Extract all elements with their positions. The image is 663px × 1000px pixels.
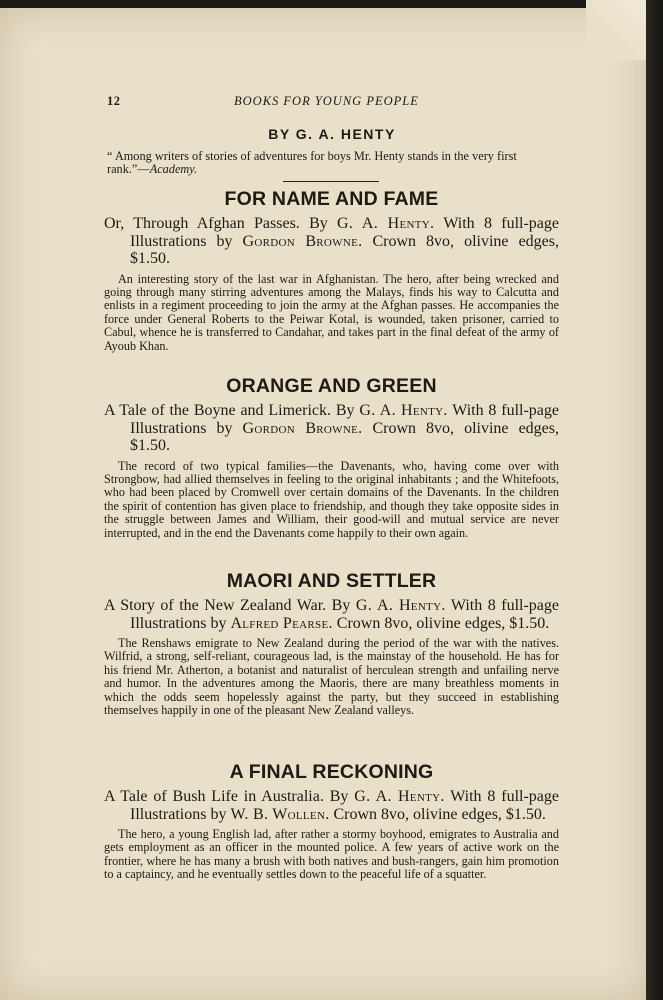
book-description: The Renshaws emigrate to New Zealand during the period of the war with the natives. Wilfrid, a strong, self-reliant, courageous lad, is the mainstay of the household. He has for his friend Mr. Atherton, a botanist and naturalist of herculean strength and unfailing nerve and humor. In the adventures among the Maoris, there are many breathless moments in which the odds seem hopelessly against the party, but they succeed in establishing themselves happily in one of the pleasant New Zealand valleys. <box>104 636 559 718</box>
author-name: G. A. Henty. <box>354 788 445 805</box>
subtitle-text: A Tale of Bush Life in Australia. By <box>104 788 355 805</box>
author-name: G. A. Henty. <box>355 597 446 614</box>
book-description: An interesting story of the last war in Afghanistan. The hero, after being wrecked and going through many stirring adventures among the Malays, finds his way to Calcutta and enlists in a regiment proceeding to join the army at the Afghan passes. He accompanies the force under General Roberts to the Peiwar Kotal, is wounded, taken prisoner, carried to Cabul, whence he is transferred to Candahar, and takes part in the final defeat of the army of Ayoub Khan. <box>104 271 559 353</box>
book-title: A FINAL RECKONING <box>229 761 434 783</box>
page-edge <box>646 0 663 1000</box>
book-subtitle <box>104 597 559 632</box>
quote-text: “ Among writers of stories of adventures for boys Mr. Henty stands in the very first rank.”— <box>107 149 517 176</box>
subtitle-text: With 8 full-page Illustrations by <box>130 215 559 250</box>
illustrator-name: Gordon Browne. <box>242 232 363 250</box>
author-name: G. A. Henty. <box>337 215 435 232</box>
subtitle-text: Crown 8vo, olivine edges, $1.50. <box>329 805 546 823</box>
page-corner <box>586 0 646 60</box>
running-title: BOOKS FOR YOUNG PEOPLE <box>234 94 419 108</box>
divider-rule <box>283 181 379 182</box>
book-entry <box>104 761 559 882</box>
illustrator-name: Gordon Browne. <box>242 419 363 437</box>
book-subtitle <box>104 788 559 823</box>
book-entry <box>104 570 559 717</box>
book-description: The record of two typical families—the Davenants, who, having come over with Strongbow, had allied themselves in feeling to the original inhabitants ; and the Whitefoots, who had been placed by Cromwell over certain domains of the Davenants. In the children the spirit of contention has given place to friendship, and though they take opposite sides in the struggle between James and William, their good-will and mutual service are never interrupted, and in the end the Davenants come happily to their own again. <box>104 458 559 540</box>
illustrator-name: W. B. Wollen. <box>230 805 330 823</box>
book-subtitle <box>104 215 559 268</box>
subtitle-text: With 8 full-page Illustrations by <box>130 788 559 823</box>
review-quote <box>107 150 562 176</box>
quote-source: Academy. <box>149 162 198 176</box>
subtitle-text: With 8 full-page Illustrations by <box>130 402 560 437</box>
book-entry <box>104 188 559 353</box>
book-subtitle <box>104 402 559 455</box>
illustrator-name: Alfred Pearse. <box>230 614 333 632</box>
subtitle-text: Or, Through Afghan Passes. By <box>104 215 338 232</box>
running-head <box>107 94 467 110</box>
book-title: MAORI AND SETTLER <box>226 570 437 592</box>
author-name: G. A. Henty. <box>359 402 448 419</box>
book-title: ORANGE AND GREEN <box>226 375 437 397</box>
subtitle-text: Crown 8vo, olivine edges, $1.50. <box>130 419 559 454</box>
subtitle-text: A Tale of the Boyne and Limerick. By <box>104 402 360 419</box>
page-number: 12 <box>107 94 121 108</box>
book-description: The hero, a young English lad, after rather a stormy boyhood, emigrates to Australia and gets employment as an officer in the mounted police. A few years of active work on the frontier, where he has many a brush with both natives and bush-rangers, gain him promotion to a captaincy, and he eventually settles down to the peaceful life of a squatter. <box>104 827 559 882</box>
subtitle-text: With 8 full-page Illustrations by <box>130 597 559 632</box>
book-entry <box>104 375 559 540</box>
subtitle-text: A Story of the New Zealand War. By <box>104 597 356 614</box>
author-heading: BY G. A. HENTY <box>268 126 396 142</box>
subtitle-text: Crown 8vo, olivine edges, $1.50. <box>332 614 550 632</box>
subtitle-text: Crown 8vo, olivine edges, $1.50. <box>130 232 559 267</box>
book-title: FOR NAME AND FAME <box>224 188 439 210</box>
